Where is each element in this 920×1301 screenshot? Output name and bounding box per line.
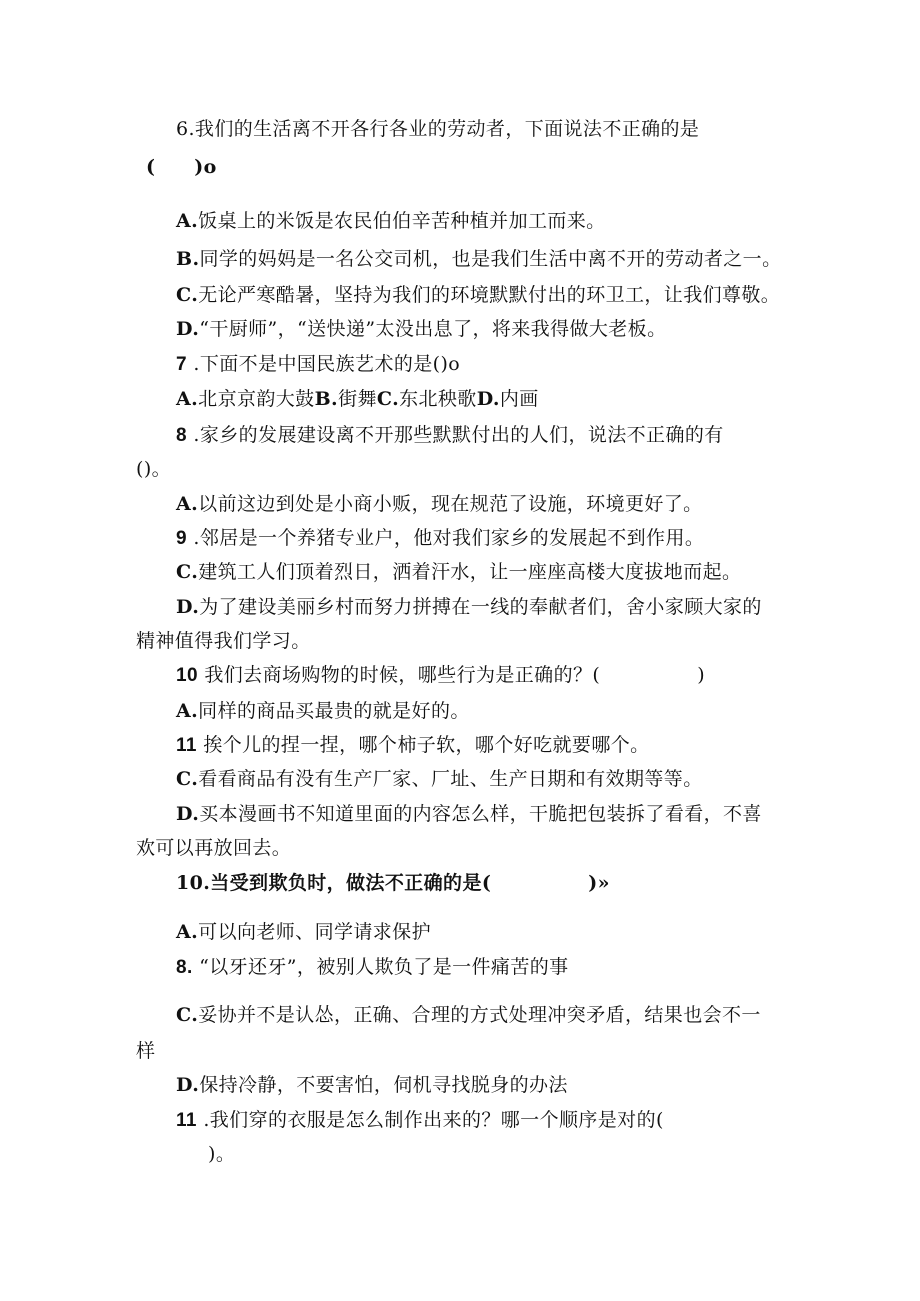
option-letter: D. (176, 318, 200, 340)
q8-stem (176, 421, 724, 450)
q8-option-d-cont: 精神值得我们学习。 (136, 630, 311, 652)
option-letter: A. (176, 388, 199, 410)
option-letter: D. (176, 596, 200, 618)
option-text: 为了建设美丽乡村而努力拼搏在一线的奉献者们，舍小家顾大家的 (199, 596, 762, 618)
question-text: .我们穿的衣服是怎么制作出来的？哪一个顺序是对的( (196, 1109, 664, 1131)
option-letter: 9 (176, 528, 187, 549)
q6-stem: 6.我们的生活离不开各行各业的劳动者，下面说法不正确的是 (176, 118, 700, 140)
option-letter: D. (476, 388, 500, 410)
option-letter: A. (176, 210, 199, 232)
q8-answer-blank: ()。 (136, 458, 172, 480)
option-letter: 8. (176, 957, 193, 978)
q10b-option-d (176, 1071, 568, 1099)
question-text: 我们去商场购物的时候，哪些行为是正确的？( ) (197, 664, 706, 686)
option-letter: B. (314, 388, 339, 410)
option-text: 内画 (499, 388, 539, 410)
question-number: 8 (176, 425, 187, 446)
option-text: 同学的妈妈是一名公交司机，也是我们生活中离不开的劳动者之一。 (199, 248, 782, 270)
q7-options (176, 385, 539, 413)
option-letter: C. (176, 561, 199, 583)
q10a-option-d (176, 800, 762, 828)
q8-option-b (176, 524, 704, 553)
q6-option-c (176, 281, 780, 309)
q10a-stem (176, 661, 705, 690)
option-text: 看看商品有没有生产厂家、厂址、生产日期和有效期等等。 (198, 768, 703, 790)
option-text: .邻居是一个养猪专业户，他对我们家乡的发展起不到作用。 (186, 527, 705, 549)
option-text: 同样的商品买最贵的就是好的。 (198, 700, 470, 722)
option-text: 买本漫画书不知道里面的内容怎么样，干脆把包装拆了看看，不喜 (199, 803, 762, 825)
option-letter: D. (176, 803, 200, 825)
option-text: 保持冷静，不要害怕，伺机寻找脱身的办法 (199, 1074, 568, 1096)
option-text: 饭桌上的米饭是农民伯伯辛苦种植并加工而来。 (198, 210, 606, 232)
option-text: 街舞 (338, 388, 377, 410)
q10b-stem (176, 869, 610, 897)
option-letter: C. (376, 388, 400, 410)
option-text: 东北秧歌 (399, 388, 477, 410)
q10b-option-a (176, 918, 431, 946)
question-text: .家乡的发展建设离不开那些默默付出的人们，说法不正确的有 (186, 424, 724, 446)
question-number: 11 (176, 1110, 197, 1131)
q10a-option-c (176, 765, 703, 793)
question-text: 10.当受到欺负时，做法不正确的是( )» (176, 872, 610, 894)
question-text: .下面不是中国民族艺术的是()o (186, 353, 461, 375)
option-text: “干厨师”，“送快递”太没出息了，将来我得做大老板。 (199, 318, 667, 340)
option-text: 北京京韵大鼓 (198, 388, 315, 410)
option-letter: C. (176, 768, 199, 790)
q8-option-d (176, 593, 762, 621)
option-letter: C. (176, 284, 199, 306)
option-text: 挨个儿的捏一捏，哪个柿子软，哪个好吃就要哪个。 (196, 734, 650, 756)
q6-option-a (176, 207, 606, 235)
option-text: “以牙还牙”，被别人欺负了是一件痛苦的事 (192, 956, 569, 978)
q10a-option-d-cont: 欢可以再放回去。 (136, 837, 292, 859)
question-number: 7 (176, 354, 187, 375)
option-letter: 11 (176, 735, 197, 756)
q10b-option-b (176, 953, 569, 982)
q8-option-c (176, 558, 741, 586)
option-text: 无论严寒酷暑，坚持为我们的环境默默付出的环卫工，让我们尊敬。 (198, 284, 781, 306)
question-number: 10 (176, 665, 198, 686)
q11-stem (176, 1106, 664, 1135)
q7-stem (176, 350, 460, 379)
option-text: 妥协并不是认怂，正确、合理的方式处理冲突矛盾，结果也会不一 (198, 1004, 761, 1026)
option-letter: A. (176, 700, 199, 722)
q10a-option-a (176, 697, 470, 725)
q6-option-d (176, 315, 666, 343)
q10b-option-c-cont: 样 (136, 1040, 156, 1062)
q8-option-a (176, 490, 703, 518)
option-letter: A. (176, 493, 199, 515)
q6-answer-blank: ( )o (146, 156, 217, 178)
option-letter: A. (176, 921, 199, 943)
q11-answer-blank: )。 (208, 1143, 236, 1165)
option-text: 建筑工人们顶着烈日，洒着汗水，让一座座高楼大度拔地而起。 (198, 561, 742, 583)
option-letter: D. (176, 1074, 200, 1096)
option-text: 以前这边到处是小商小贩，现在规范了设施，环境更好了。 (198, 493, 703, 515)
q6-option-b (176, 245, 782, 273)
q10a-option-b (176, 731, 650, 760)
option-letter: B. (176, 248, 200, 270)
option-letter: C. (176, 1004, 199, 1026)
q10b-option-c (176, 1001, 761, 1029)
option-text: 可以向老师、同学请求保护 (198, 921, 431, 943)
